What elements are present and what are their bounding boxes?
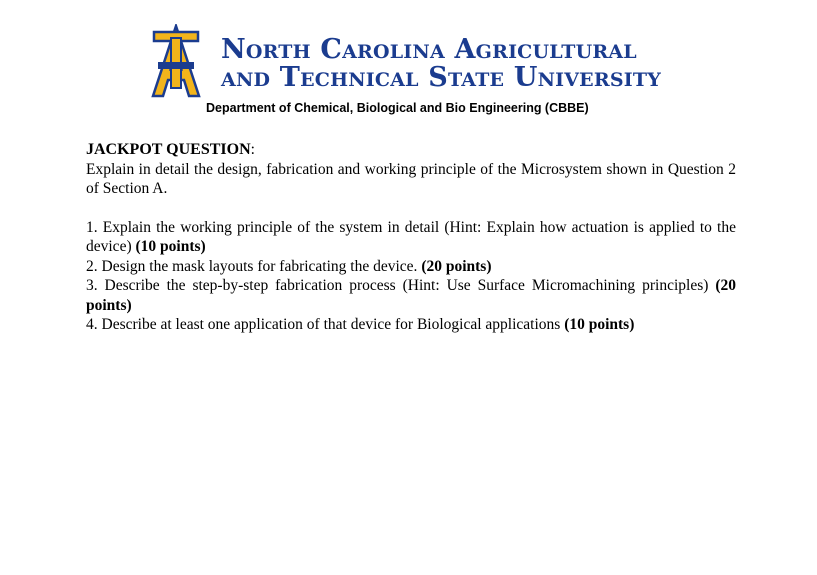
university-name-line1: North Carolina Agricultural bbox=[221, 34, 637, 65]
university-name-line2: and Technical State University bbox=[221, 62, 661, 93]
university-name bbox=[221, 36, 661, 92]
item-text: 3. Describe the step-by-step fabrication process (Hint: Use Surface Micromachining principles) bbox=[86, 277, 709, 294]
department-name: Department of Chemical, Biological and Bio Engineering (CBBE) bbox=[206, 101, 589, 115]
question-title-colon: : bbox=[250, 141, 255, 158]
question-item-1 bbox=[86, 218, 736, 257]
item-points: (20 points) bbox=[86, 277, 737, 314]
page-header bbox=[150, 24, 690, 104]
item-points: (20 points) bbox=[421, 257, 492, 275]
item-text: 1. Explain the working principle of the system in detail (Hint: Explain how actuation is applied to the device) bbox=[86, 218, 736, 255]
item-points: (10 points) bbox=[564, 316, 635, 333]
aggies-logo-icon bbox=[150, 24, 202, 98]
item-text: 4. Describe at least one application of that device for Biological applications bbox=[86, 316, 561, 333]
question-title: JACKPOT QUESTION bbox=[86, 141, 251, 158]
question-content bbox=[86, 140, 736, 335]
question-item-4 bbox=[86, 315, 736, 335]
item-text: 2. Design the mask layouts for fabricating the device. bbox=[86, 257, 418, 275]
question-intro: Explain in detail the design, fabrication and working principle of the Microsystem shown in Question 2 of Section A. bbox=[86, 160, 736, 197]
item-points: (10 points) bbox=[135, 238, 206, 255]
question-item-2 bbox=[86, 257, 736, 277]
question-heading bbox=[86, 140, 736, 160]
question-item-3 bbox=[86, 276, 736, 315]
